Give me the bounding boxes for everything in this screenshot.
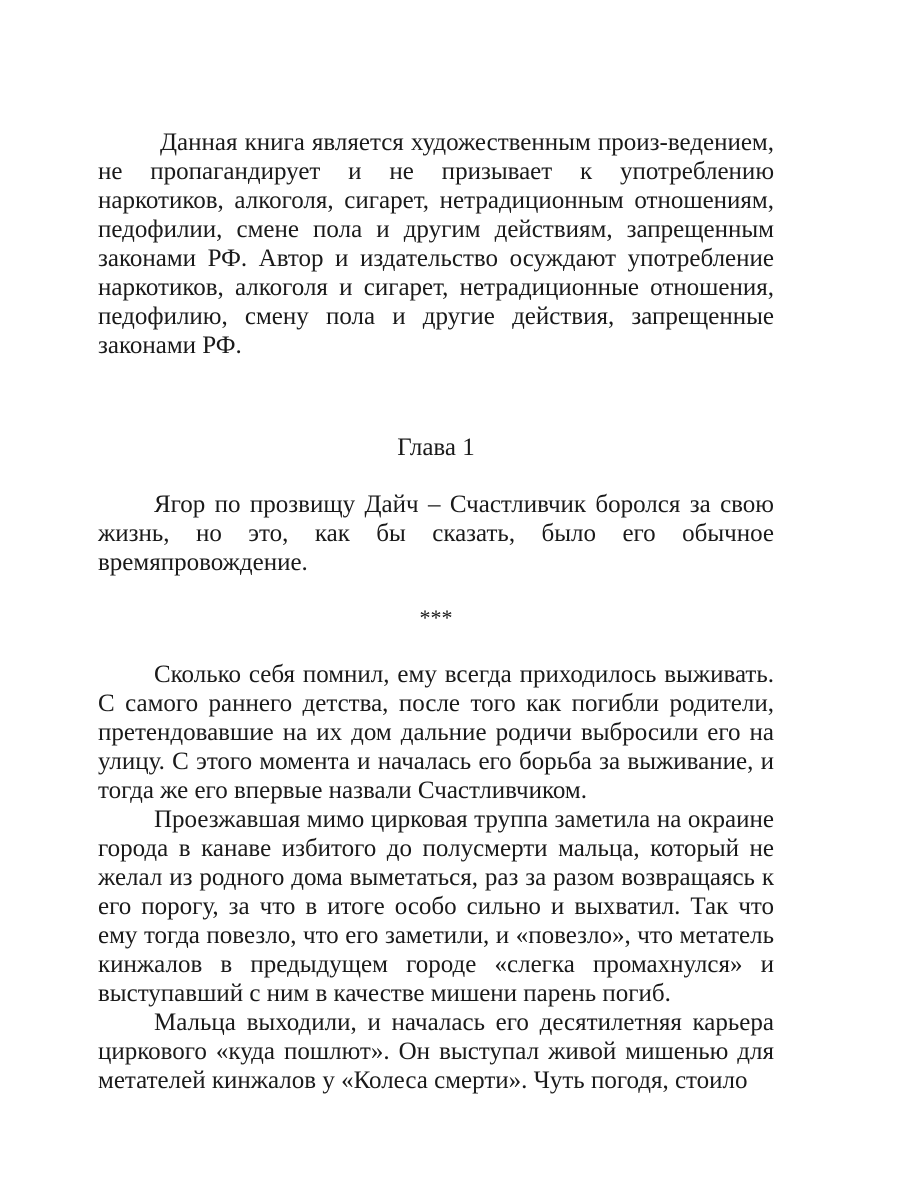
paragraph-4: Мальца выходили, и началась его десятилетняя карьера циркового «куда пошлют». Он выступал живой мишенью для метателей кинжалов у «Колеса смерти». Чуть погодя, стоило	[98, 1009, 774, 1094]
disclaimer-block	[98, 128, 774, 360]
paragraph-3: Проезжавшая мимо цирковая труппа заметила на окраине города в канаве избитого до полусмерти мальца, который не желал из родного дома выметаться, раз за разом возвращаясь к его порогу, за что в итоге особо сильно и выхватил. Так что ему тогда повезло, что его заметили, и «повезло», что метатель кинжалов в предыдущем городе «слегка промахнулся» и выступавший с ним в качестве мишени парень погиб.	[98, 806, 774, 1007]
section-separator: ***	[419, 605, 453, 630]
book-page	[98, 128, 774, 1095]
chapter-body	[98, 490, 774, 1095]
paragraph-2: Сколько себя помнил, ему всегда приходилось выживать. С самого раннего детства, после того как погибли родители, претендовавшие на их дом дальние родичи выбросили его на улицу. С этого момента и началась его борьба за выживание, и тогда же его впервые назвали Счастливчиком.	[98, 661, 774, 804]
chapter-title: Глава 1	[397, 434, 475, 461]
paragraph-1: Ягор по прозвищу Дайч – Счастливчик боролся за свою жизнь, но это, как бы сказать, было его обычное времяпровождение.	[98, 491, 774, 576]
disclaimer-paragraph: Данная книга является художественным произ-ведением, не пропагандирует и не призывает к употреблению наркотиков, алкоголя, сигарет, нетрадиционным отношениям, педофилии, смене пола и другим действиям, запрещенным законами РФ. Автор и издательство осуждают употребление наркотиков, алкоголя и сигарет, нетрадиционные отношения, педофилию, смену пола и другие действия, запрещенные законами РФ.	[98, 129, 774, 359]
